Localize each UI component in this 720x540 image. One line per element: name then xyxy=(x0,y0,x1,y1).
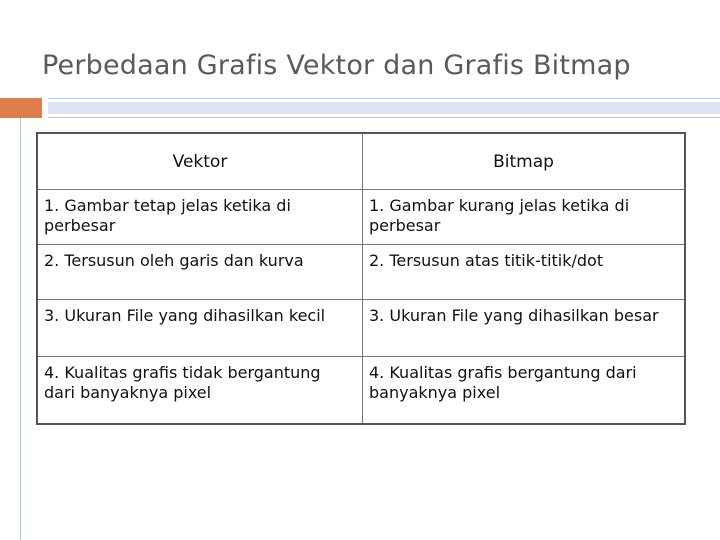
slide-title: Perbedaan Grafis Vektor dan Grafis Bitmap xyxy=(42,50,631,81)
header-vektor: Vektor xyxy=(37,133,363,190)
table-cell-bitmap: 4. Kualitas grafis bergantung dari banyaknya pixel xyxy=(363,357,686,425)
title-rule xyxy=(48,98,720,118)
table-cell-vektor: 3. Ukuran File yang dihasilkan kecil xyxy=(37,300,363,357)
table-row xyxy=(37,357,685,425)
table-cell-vektor: 4. Kualitas grafis tidak bergantung dari banyaknya pixel xyxy=(37,357,363,425)
side-line xyxy=(20,118,21,540)
table-cell-vektor: 2. Tersusun oleh garis dan kurva xyxy=(37,245,363,300)
table-header-row xyxy=(37,133,685,190)
table-row xyxy=(37,245,685,300)
table-cell-vektor: 1. Gambar tetap jelas ketika di perbesar xyxy=(37,190,363,245)
comparison-table xyxy=(36,132,686,425)
table-cell-bitmap: 3. Ukuran File yang dihasilkan besar xyxy=(363,300,686,357)
table-cell-bitmap: 2. Tersusun atas titik-titik/dot xyxy=(363,245,686,300)
accent-bar xyxy=(0,98,42,118)
table-cell-bitmap: 1. Gambar kurang jelas ketika di perbesar xyxy=(363,190,686,245)
header-bitmap: Bitmap xyxy=(363,133,686,190)
table-row xyxy=(37,300,685,357)
table-row xyxy=(37,190,685,245)
